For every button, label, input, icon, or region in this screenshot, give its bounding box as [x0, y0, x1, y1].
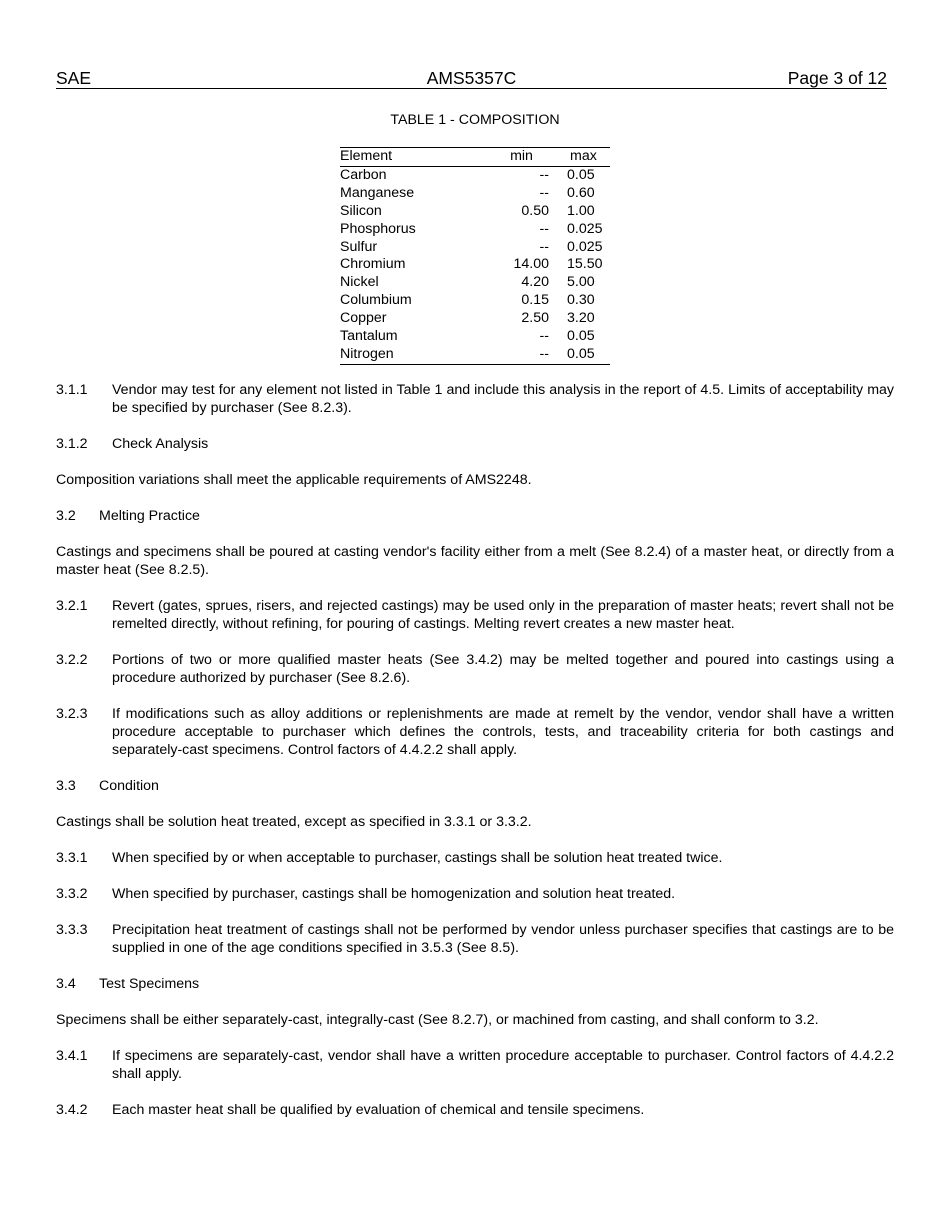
paragraph-text: Each master heat shall be qualified by evaluation of chemical and tensile specimens. [112, 1102, 645, 1118]
paragraph-text: Revert (gates, sprues, risers, and rejected castings) may be used only in the preparation of master heats; revert shall not be remelted directly, without refining, for pouring of castings. Melting revert creates a new master heat. [112, 598, 894, 632]
element-cell: Columbium [340, 292, 412, 309]
body-paragraph: Castings shall be solution heat treated, except as specified in 3.3.1 or 3.3.2. [56, 814, 532, 830]
section-number: 3.4.1 [56, 1048, 88, 1064]
section-number: 3.2.1 [56, 598, 88, 614]
element-cell: Chromium [340, 256, 406, 273]
table-row [340, 274, 610, 292]
numbered-paragraph [56, 849, 894, 867]
organization-name: SAE [56, 68, 92, 88]
numbered-paragraph [56, 885, 894, 903]
numbered-paragraph [56, 435, 894, 453]
section-number: 3.3.1 [56, 850, 88, 866]
element-cell: Tantalum [340, 328, 398, 345]
paragraph-text: When specified by or when acceptable to purchaser, castings shall be solution heat treated twice. [112, 850, 723, 866]
min-cell: -- [539, 184, 549, 201]
table-row [340, 166, 610, 184]
body-paragraph: Composition variations shall meet the applicable requirements of AMS2248. [56, 472, 532, 488]
section-title: Condition [99, 778, 159, 794]
max-cell: 15.50 [567, 256, 603, 273]
section-number: 3.1.2 [56, 436, 88, 452]
column-header-element: Element [340, 148, 393, 164]
element-cell: Manganese [340, 184, 415, 201]
min-cell: -- [539, 220, 549, 237]
max-cell: 0.60 [567, 184, 595, 201]
element-cell: Silicon [340, 202, 382, 219]
max-cell: 5.00 [567, 274, 595, 291]
composition-table [340, 147, 610, 365]
element-cell: Carbon [340, 166, 387, 183]
numbered-paragraph [56, 651, 894, 687]
section-title: Test Specimens [99, 976, 200, 992]
max-cell: 0.05 [567, 345, 595, 362]
table-row [340, 292, 610, 310]
table-body [340, 166, 610, 364]
table-row [340, 328, 610, 346]
document-body [56, 381, 894, 1137]
section-number: 3.4.2 [56, 1102, 88, 1118]
max-cell: 0.30 [567, 292, 595, 309]
paragraph-text: Check Analysis [112, 436, 209, 452]
page-header [56, 68, 887, 89]
paragraph-text: Precipitation heat treatment of castings shall not be performed by vendor unless purchaser specifies that castings are to be supplied in one of the age conditions specified in 3.5.3 (See 8.5). [112, 922, 894, 956]
numbered-paragraph [56, 597, 894, 633]
paragraph-text: If specimens are separately-cast, vendor shall have a written procedure acceptable to purchaser. Control factors of 4.4.2.2 shall apply. [112, 1048, 894, 1082]
min-cell: 14.00 [513, 256, 549, 273]
paragraph-text: Portions of two or more qualified master heats (See 3.4.2) may be melted together and poured into castings using a procedure authorized by purchaser (See 8.2.6). [112, 652, 894, 686]
max-cell: 3.20 [567, 310, 595, 327]
min-cell: -- [539, 328, 549, 345]
paragraph-text: If modifications such as alloy additions or replenishments are made at remelt by the vendor, vendor shall have a written procedure acceptable to purchaser which defines the controls, tests, and traceability criteria for both castings and separately-cast specimens. Control factors of 4.4.2.2 shall apply. [112, 706, 894, 758]
min-cell: -- [539, 345, 549, 362]
table-row [340, 203, 610, 221]
min-cell: 0.15 [521, 292, 549, 309]
min-cell: 2.50 [521, 310, 549, 327]
paragraph-text: Vendor may test for any element not listed in Table 1 and include this analysis in the report of 4.5. Limits of acceptability may be specified by purchaser (See 8.2.3). [112, 382, 894, 416]
numbered-paragraph [56, 1101, 894, 1119]
min-cell: -- [539, 166, 549, 183]
column-header-max: max [570, 148, 597, 164]
page-number: Page 3 of 12 [787, 68, 887, 88]
table-row [340, 239, 610, 257]
section-heading [56, 777, 894, 795]
document-number: AMS5357C [426, 68, 517, 88]
table-row [340, 221, 610, 239]
table-title: TABLE 1 - COMPOSITION [390, 112, 560, 128]
table-row [340, 256, 610, 274]
table-row [340, 346, 610, 364]
numbered-paragraph [56, 381, 894, 417]
max-cell: 0.05 [567, 166, 595, 183]
section-number: 3.3.2 [56, 886, 88, 902]
table-row [340, 310, 610, 328]
element-cell: Sulfur [340, 238, 378, 255]
section-number: 3.2.3 [56, 706, 88, 722]
section-number: 3.2.2 [56, 652, 88, 668]
min-cell: 0.50 [521, 202, 549, 219]
max-cell: 0.025 [567, 220, 603, 237]
numbered-paragraph [56, 705, 894, 759]
min-cell: 4.20 [521, 274, 549, 291]
section-number: 3.1.1 [56, 382, 88, 398]
body-paragraph: Specimens shall be either separately-cast, integrally-cast (See 8.2.7), or machined from casting, and shall conform to 3.2. [56, 1012, 819, 1028]
numbered-paragraph [56, 921, 894, 957]
table-header-row [340, 148, 610, 167]
section-number: 3.4 [56, 976, 76, 992]
section-title: Melting Practice [99, 508, 200, 524]
min-cell: -- [539, 238, 549, 255]
table-row [340, 185, 610, 203]
max-cell: 0.05 [567, 328, 595, 345]
element-cell: Nickel [340, 274, 379, 291]
element-cell: Nitrogen [340, 345, 394, 362]
max-cell: 1.00 [567, 202, 595, 219]
numbered-paragraph [56, 1047, 894, 1083]
section-number: 3.3 [56, 778, 76, 794]
section-number: 3.3.3 [56, 922, 88, 938]
element-cell: Copper [340, 310, 387, 327]
section-heading [56, 507, 894, 525]
max-cell: 0.025 [567, 238, 603, 255]
body-paragraph: Castings and specimens shall be poured at casting vendor's facility either from a melt (See 8.2.4) of a master heat, or directly from a master heat (See 8.2.5). [56, 544, 894, 578]
element-cell: Phosphorus [340, 220, 416, 237]
column-header-min: min [510, 148, 533, 164]
paragraph-text: When specified by purchaser, castings shall be homogenization and solution heat treated. [112, 886, 676, 902]
section-heading [56, 975, 894, 993]
section-number: 3.2 [56, 508, 76, 524]
